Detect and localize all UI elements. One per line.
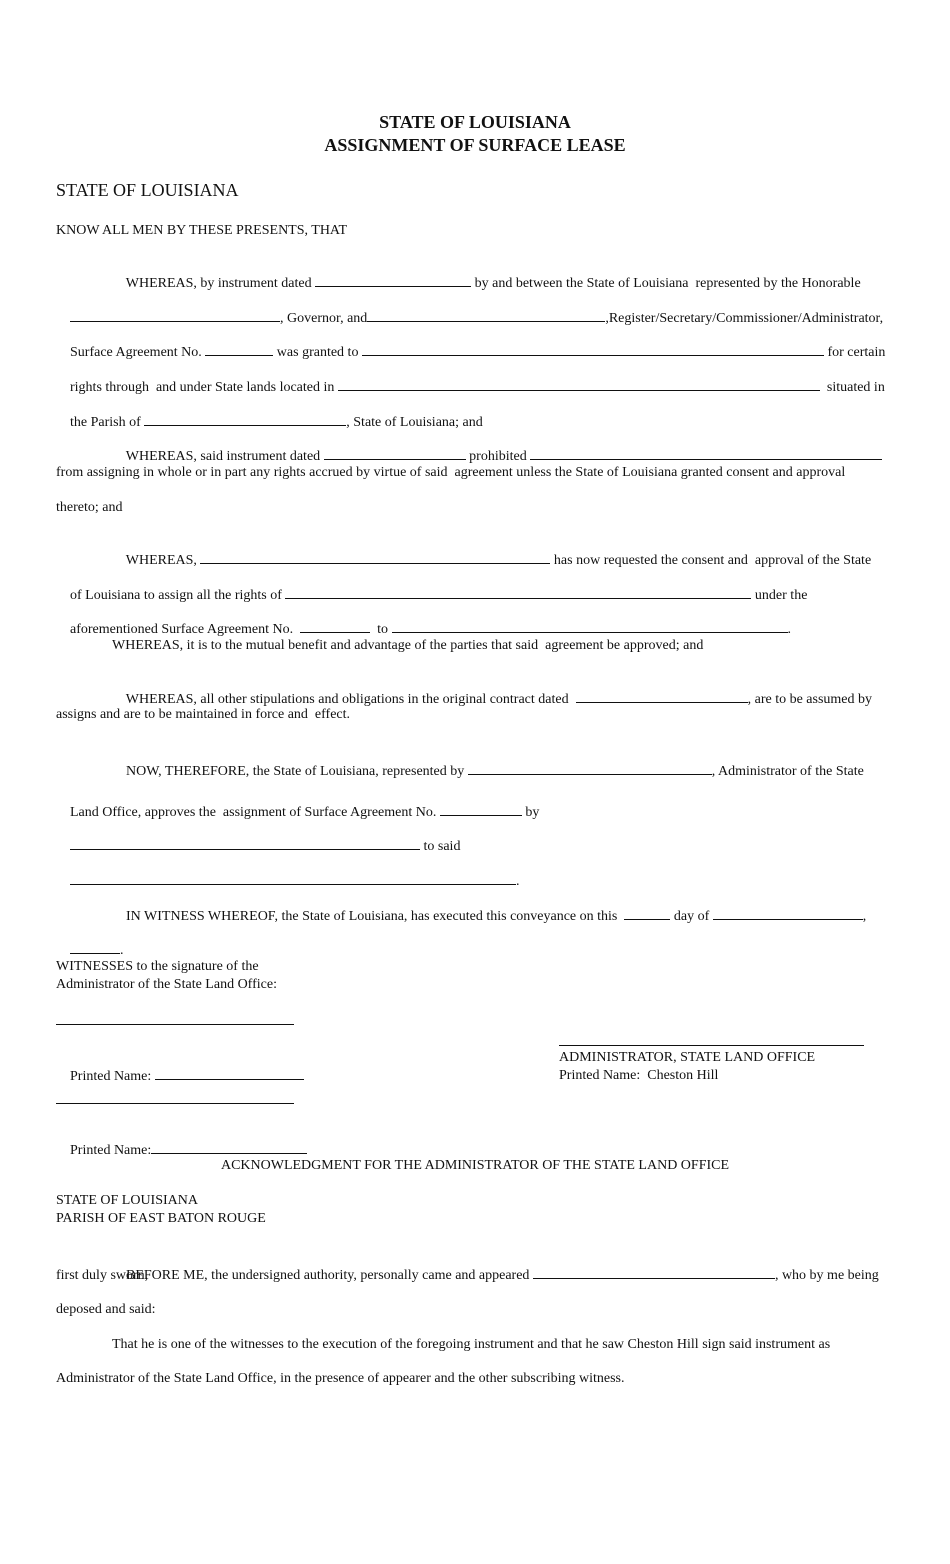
administrator-title: ADMINISTRATOR, STATE LAND OFFICE: [559, 1050, 816, 1065]
know-all-men: KNOW ALL MEN BY THESE PRESENTS, THAT: [56, 223, 348, 238]
in-witness-line-1: [112, 889, 866, 945]
text-segment: Printed Name:: [70, 1069, 155, 1085]
year-blank[interactable]: [70, 941, 120, 954]
requester-blank[interactable]: [200, 551, 550, 564]
text-segment: WHEREAS, said instrument dated: [125, 449, 324, 465]
text-segment: .: [516, 874, 520, 890]
text-segment: prohibited: [465, 449, 531, 465]
text-segment: BEFORE ME, the undersigned authority, personally came and appeared: [126, 1268, 533, 1284]
whereas-2-line-3: thereto; and: [56, 500, 123, 515]
grantee-blank[interactable]: [362, 343, 824, 356]
acknowledgment-heading: ACKNOWLEDGMENT FOR THE ADMINISTRATOR OF THE STATE LAND OFFICE: [220, 1158, 730, 1173]
text-segment: situated in: [819, 380, 885, 396]
text-segment: ,: [862, 909, 867, 925]
text-segment: of Louisiana to assign all the rights of: [70, 588, 286, 604]
text-segment: , Administrator of the State: [711, 764, 864, 780]
governor-blank[interactable]: [70, 309, 280, 322]
agreement-no-blank-2[interactable]: [300, 620, 370, 633]
text-segment: NOW, THEREFORE, the State of Louisiana, represented by: [126, 764, 468, 780]
agreement-no-blank[interactable]: [205, 343, 273, 356]
deposed-said: deposed and said:: [56, 1302, 156, 1317]
assignor-blank[interactable]: [70, 837, 420, 850]
text-segment: , are to be assumed by: [747, 692, 873, 708]
text-segment: Printed Name:: [70, 1143, 152, 1159]
title-line-1: STATE OF LOUISIANA: [379, 112, 571, 132]
contract-date-blank[interactable]: [576, 690, 748, 703]
text-segment: by and between the State of Louisiana represented by the Honorable: [471, 276, 861, 292]
ack-parish: PARISH OF EAST BATON ROUGE: [56, 1211, 266, 1226]
ack-state: STATE OF LOUISIANA: [56, 1193, 198, 1208]
text-segment: ,Register/Secretary/Commissioner/Administrator,: [605, 311, 884, 327]
witness-2-signature-line[interactable]: [56, 1103, 294, 1104]
that-he-line-2: Administrator of the State Land Office, in the presence of appearer and the other subscribing witness.: [56, 1371, 625, 1386]
witness-2-name-blank[interactable]: [151, 1141, 307, 1154]
date-blank-2[interactable]: [324, 447, 466, 460]
text-segment: has now requested the consent and approval of the State: [550, 553, 872, 569]
text-segment: Land Office, approves the assignment of Surface Agreement No.: [70, 805, 440, 821]
witness-1-printed-name: [56, 1049, 304, 1105]
text-segment: day of: [670, 909, 713, 925]
administrator-printed-name: Printed Name: Cheston Hill: [559, 1068, 719, 1083]
text-segment: , State of Louisiana; and: [346, 415, 483, 431]
parish-blank[interactable]: [144, 413, 346, 426]
text-segment: aforementioned Surface Agreement No.: [70, 622, 301, 638]
date-blank[interactable]: [315, 274, 471, 287]
before-me-line-2: first duly sworn,: [56, 1268, 149, 1283]
text-segment: WHEREAS,: [125, 553, 201, 569]
agreement-no-blank-3[interactable]: [440, 803, 522, 816]
text-segment: to said: [420, 839, 461, 855]
administrator-signature-line[interactable]: [559, 1045, 864, 1046]
text-segment: .: [787, 622, 792, 638]
month-blank[interactable]: [713, 907, 863, 920]
register-name-blank[interactable]: [367, 309, 605, 322]
whereas-4: WHEREAS, it is to the mutual benefit and advantage of the parties that said agreement be approved; and: [112, 638, 704, 653]
witnesses-label-1: WITNESSES to the signature of the: [56, 959, 259, 974]
text-segment: , Governor, and: [280, 311, 368, 327]
assignee-blank[interactable]: [392, 620, 788, 633]
day-blank[interactable]: [624, 907, 670, 920]
appearer-blank[interactable]: [533, 1266, 775, 1279]
witness-1-name-blank[interactable]: [155, 1067, 304, 1080]
text-segment: the Parish of: [70, 415, 145, 431]
text-segment: Surface Agreement No.: [70, 345, 206, 361]
prohibited-party-blank[interactable]: [530, 447, 882, 460]
text-segment: , who by me being: [774, 1268, 879, 1284]
text-segment: IN WITNESS WHEREOF, the State of Louisiana, has executed this conveyance on this: [126, 909, 625, 925]
whereas-5-line-2: assigns and are to be maintained in force and effect.: [56, 707, 351, 722]
title-line-2: ASSIGNMENT OF SURFACE LEASE: [324, 135, 626, 155]
text-segment: under the: [751, 588, 808, 604]
text-segment: .: [120, 943, 124, 959]
text-segment: by: [521, 805, 540, 821]
text-segment: rights through and under State lands located in: [70, 380, 338, 396]
before-me-line-1: [112, 1248, 879, 1304]
text-segment: was granted to: [273, 345, 362, 361]
text-segment: for certain: [823, 345, 886, 361]
rights-of-blank[interactable]: [285, 586, 751, 599]
location-blank[interactable]: [338, 378, 820, 391]
whereas-2-line-2: from assigning in whole or in part any rights accrued by virtue of said agreement unless the State of Louisiana granted consent and approval: [56, 465, 846, 480]
text-segment: WHEREAS, by instrument dated: [125, 276, 316, 292]
state-heading: STATE OF LOUISIANA: [56, 180, 239, 200]
text-segment: to: [370, 622, 392, 638]
representative-blank[interactable]: [468, 762, 712, 775]
text-segment: WHEREAS, all other stipulations and obligations in the original contract dated: [125, 692, 576, 708]
assignee-blank-2[interactable]: [70, 872, 516, 885]
witnesses-label-2: Administrator of the State Land Office:: [56, 977, 277, 992]
that-he-line-1: That he is one of the witnesses to the execution of the foregoing instrument and that he saw Cheston Hill sign said instrument as: [112, 1337, 831, 1352]
witness-1-signature-line[interactable]: [56, 1024, 294, 1025]
